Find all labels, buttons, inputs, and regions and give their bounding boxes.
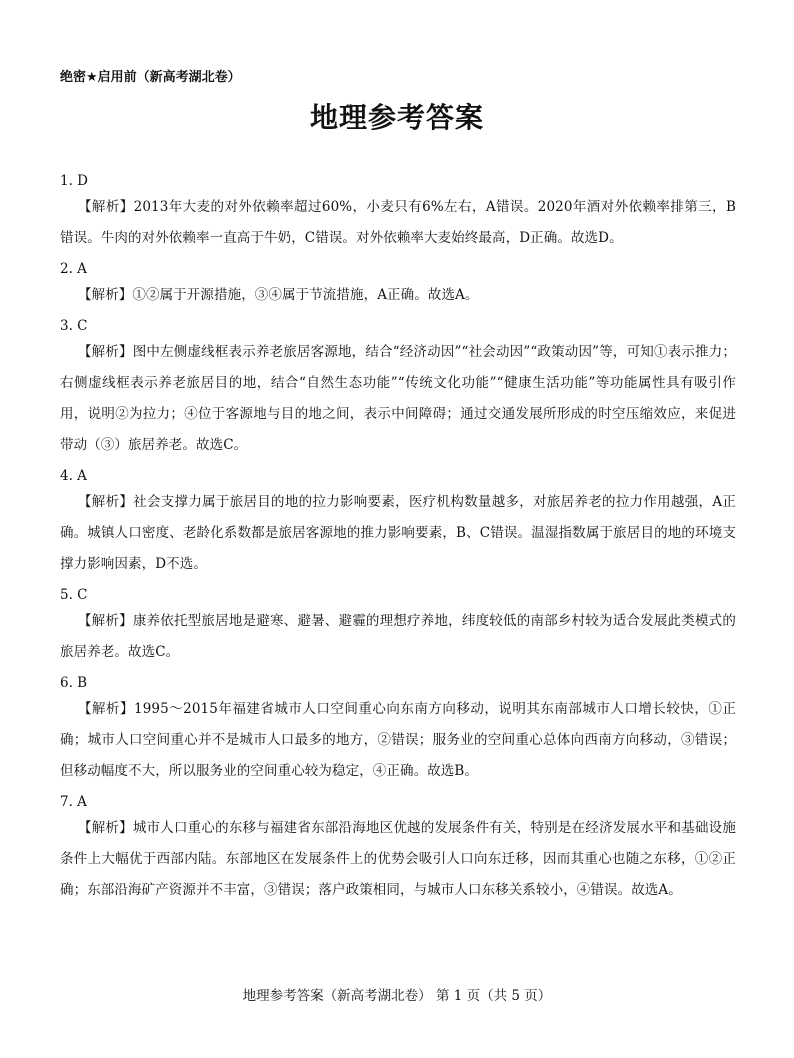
analysis-text: 【解析】1995～2015年福建省城市人口空间重心向东南方向移动，说明其东南部城市人口增长较快，①正确；城市人口空间重心并不是城市人口最多的地方，②错误；服务业的空间重心总体向西南方向移动，③错误；但移动幅度不大，所以服务业的空间重心较为稳定，④正确。故选B。 bbox=[60, 701, 736, 779]
answer-item bbox=[60, 258, 736, 311]
question-number: 6. B bbox=[60, 675, 88, 691]
analysis-text: 【解析】康养依托型旅居地是避寒、避暑、避霾的理想疗养地，纬度较低的南部乡村较为适合发展此类模式的旅居养老。故选C。 bbox=[60, 613, 736, 660]
answer-list bbox=[60, 170, 736, 910]
question-number: 2. A bbox=[60, 261, 87, 277]
analysis-text: 【解析】2013年大麦的对外依赖率超过60%，小麦只有6%左右，A错误。2020年酒对外依赖率排第三，B错误。牛肉的对外依赖率一直高于牛奶，C错误。对外依赖率大麦始终最高，D正确。故选D。 bbox=[60, 199, 736, 246]
question-number: 1. D bbox=[60, 173, 88, 189]
question-number: 3. C bbox=[60, 318, 88, 334]
page-footer: 地理参考答案（新高考湖北卷） 第 1 页（共 5 页） bbox=[242, 988, 552, 1004]
answer-item bbox=[60, 315, 736, 461]
answer-item bbox=[60, 584, 736, 668]
question-number: 5. C bbox=[60, 587, 88, 603]
secret-header: 绝密★启用前（新高考湖北卷） bbox=[60, 70, 241, 85]
answer-item bbox=[60, 791, 736, 906]
question-number: 4. A bbox=[60, 468, 87, 484]
page-title: 地理参考答案 bbox=[309, 101, 484, 134]
question-number: 7. A bbox=[60, 794, 87, 810]
answer-item bbox=[60, 170, 736, 254]
analysis-text: 【解析】社会支撑力属于旅居目的地的拉力影响要素，医疗机构数量越多，对旅居养老的拉力作用越强，A正确。城镇人口密度、老龄化系数都是旅居客源地的推力影响要素，B、C错误。温湿指数属于旅居目的地的环境支撑力影响因素，D不选。 bbox=[60, 494, 736, 572]
analysis-text: 【解析】城市人口重心的东移与福建省东部沿海地区优越的发展条件有关，特别是在经济发展水平和基础设施条件上大幅优于西部内陆。东部地区在发展条件上的优势会吸引人口向东迁移，因而其重心也随之东移，①②正确；东部沿海矿产资源并不丰富，③错误；落户政策相同，与城市人口东移关系较小，④错误。故选A。 bbox=[60, 820, 736, 898]
answer-item bbox=[60, 672, 736, 787]
analysis-text: 【解析】图中左侧虚线框表示养老旅居客源地，结合“经济动因”“社会动因”“政策动因”等，可知①表示推力；右侧虚线框表示养老旅居目的地，结合“自然生态功能”“传统文化功能”“健康生活功能”等功能属性具有吸引作用，说明②为拉力；④位于客源地与目的地之间，表示中间障碍；通过交通发展所形成的时空压缩效应，来促进带动（③）旅居养老。故选C。 bbox=[60, 344, 736, 453]
answer-item bbox=[60, 465, 736, 580]
analysis-text: 【解析】①②属于开源措施，③④属于节流措施，A正确。故选A。 bbox=[78, 287, 479, 303]
